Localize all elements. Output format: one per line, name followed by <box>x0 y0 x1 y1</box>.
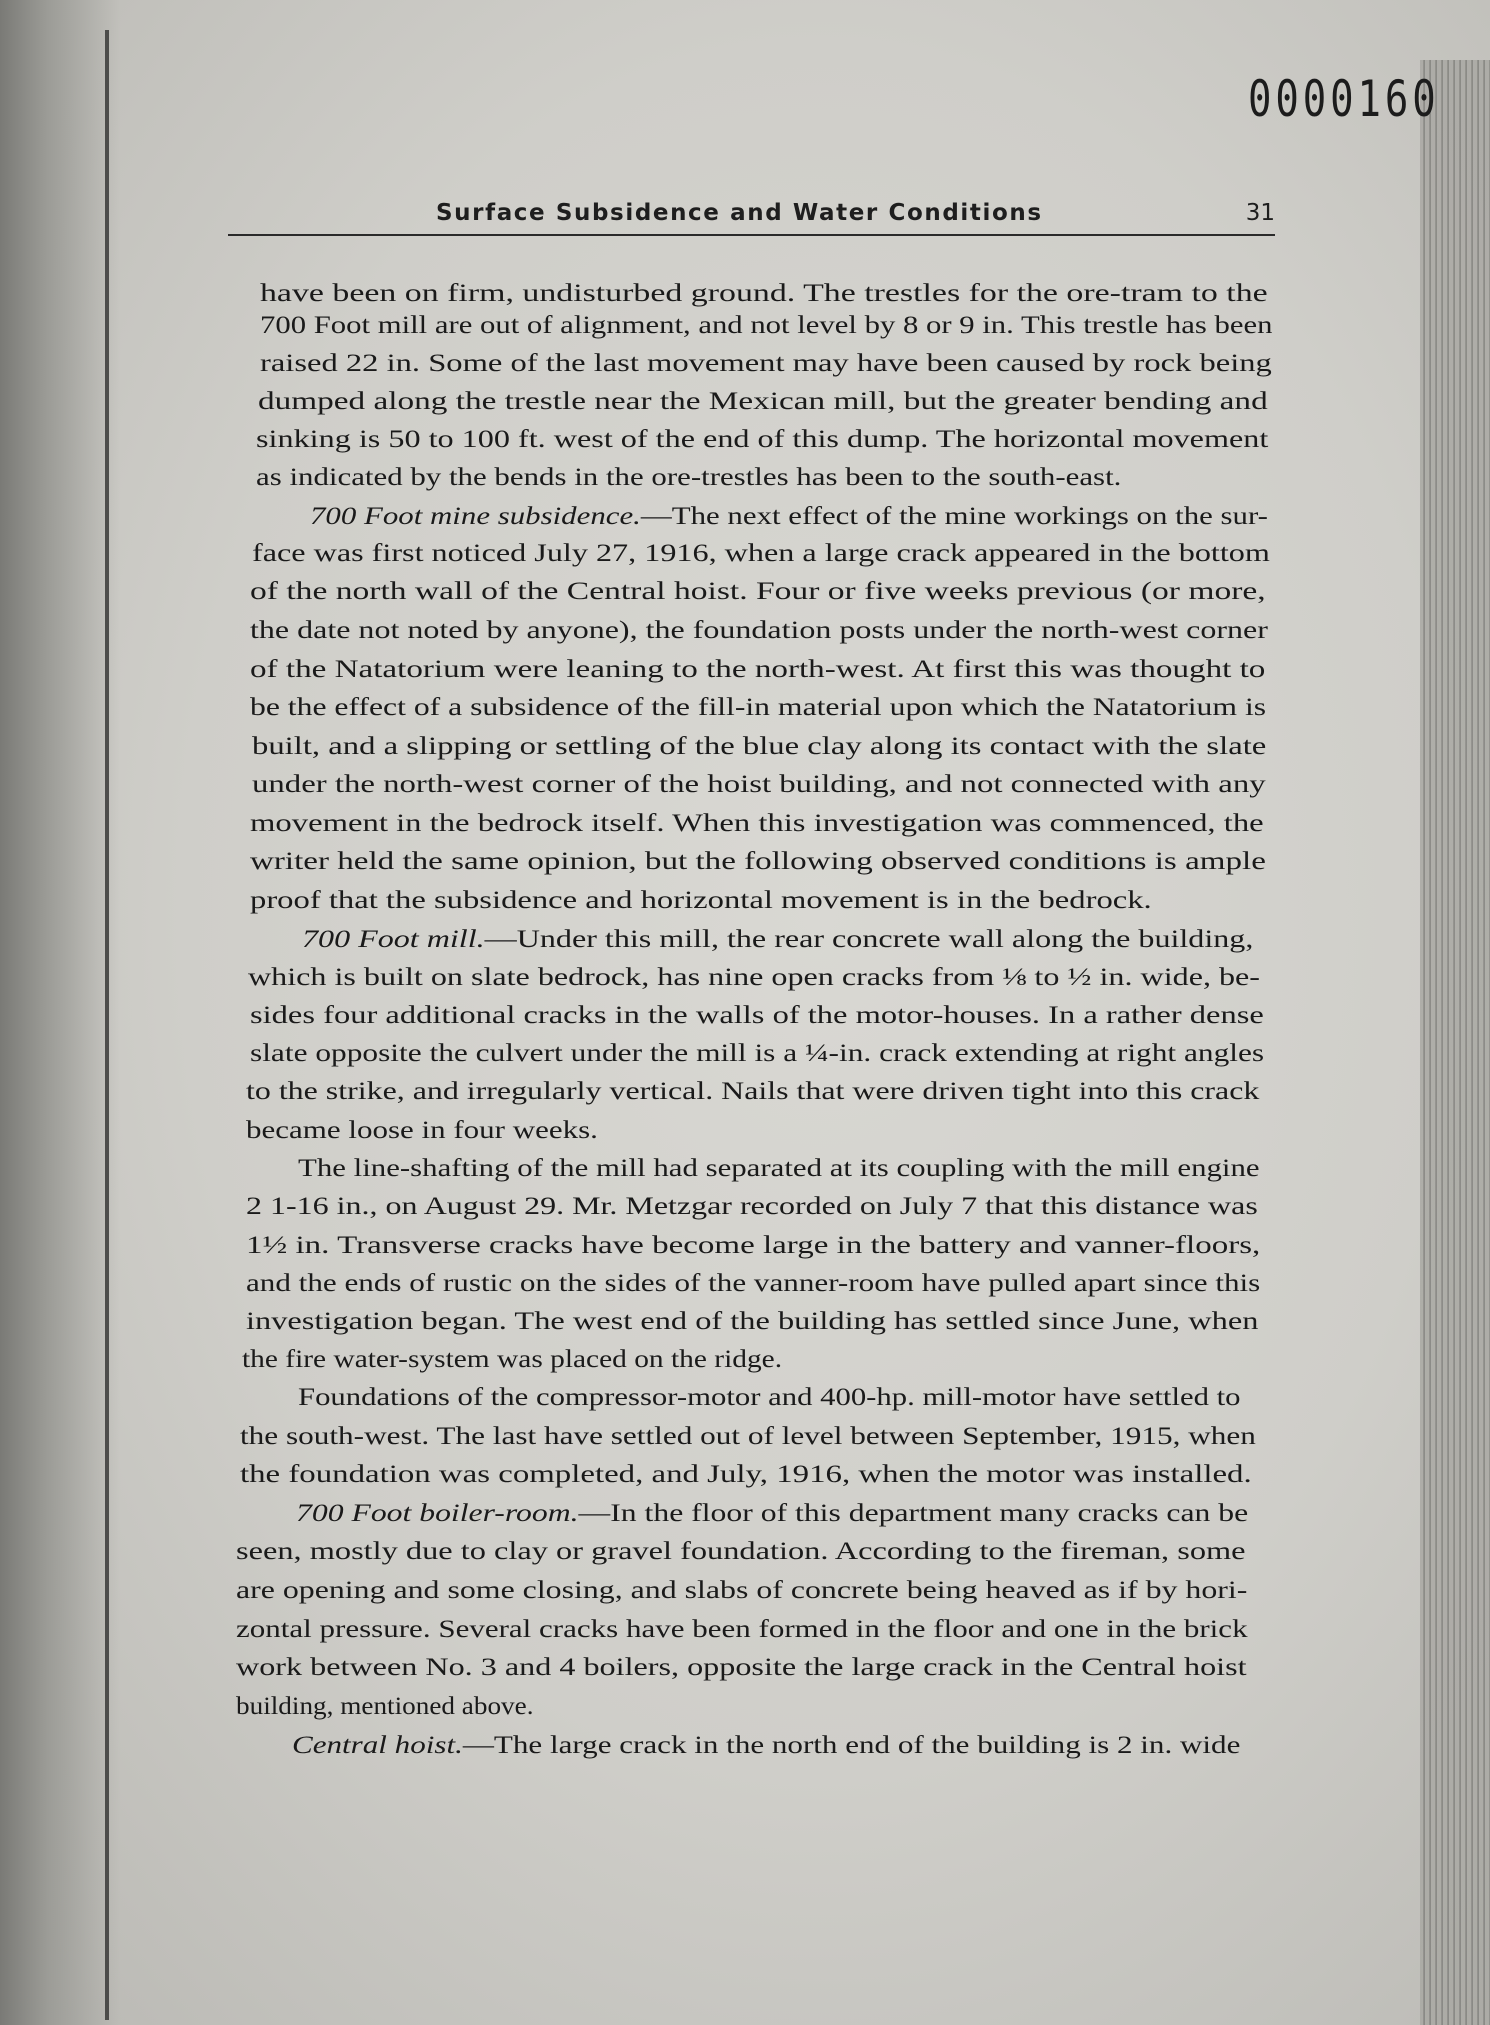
text-line: dumped along the trestle near the Mexican mill, but the greater bending and <box>258 388 1268 415</box>
text-line: seen, mostly due to clay or gravel foundation. According to the fireman, some <box>236 1538 1246 1565</box>
text-line: under the north-west corner of the hoist building, and not connected with any <box>252 771 1266 798</box>
text-line <box>296 1500 1248 1528</box>
text-line: zontal pressure. Several cracks have been formed in the floor and one in the brick <box>236 1616 1248 1643</box>
text-line: investigation began. The west end of the building has settled since June, when <box>246 1308 1259 1335</box>
text-line: slate opposite the culvert under the mill is a ¼-in. crack extending at right angles <box>250 1040 1265 1067</box>
text-line: proof that the subsidence and horizontal movement is in the bedrock. <box>250 887 1152 914</box>
stacked-page-edges <box>1420 60 1490 2025</box>
text-line: work between No. 3 and 4 boilers, opposite the large crack in the Central hoist <box>236 1654 1247 1681</box>
line-text: —In the floor of this department many cracks can be <box>578 1500 1249 1527</box>
text-line: which is built on slate bedrock, has nine open cracks from ⅛ to ½ in. wide, be- <box>248 964 1261 991</box>
text-line: have been on firm, undisturbed ground. The trestles for the ore-tram to the <box>260 280 1268 307</box>
text-line: 2 1-16 in., on August 29. Mr. Metzgar recorded on July 7 that this distance was <box>246 1193 1258 1220</box>
page-number: 31 <box>1245 200 1275 226</box>
text-line: raised 22 in. Some of the last movement may have been caused by rock being <box>260 350 1272 377</box>
paragraph-heading: 700 Foot boiler-room. <box>296 1500 579 1527</box>
text-line <box>292 1732 1240 1760</box>
text-line: became loose in four weeks. <box>246 1117 598 1144</box>
text-line: the fire water-system was placed on the ridge. <box>242 1346 783 1373</box>
text-line: Foundations of the compressor-motor and 400-hp. mill-motor have settled to <box>298 1384 1241 1411</box>
text-line: writer held the same opinion, but the following observed conditions is ample <box>250 848 1266 875</box>
text-line: of the Natatorium were leaning to the north-west. At first this was thought to <box>250 656 1266 683</box>
text-line: of the north wall of the Central hoist. Four or five weeks previous (or more, <box>250 578 1266 605</box>
text-line: be the effect of a subsidence of the fill-in material upon which the Natatorium is <box>250 694 1267 721</box>
line-text: —Under this mill, the rear concrete wall along the building, <box>484 926 1254 953</box>
text-line: as indicated by the bends in the ore-trestles has been to the south-east. <box>256 464 1122 491</box>
text-line: The line-shafting of the mill had separated at its coupling with the mill engine <box>298 1155 1260 1182</box>
header-rule <box>228 234 1275 236</box>
text-line: the date not noted by anyone), the foundation posts under the north-west corner <box>250 617 1268 644</box>
binding-shadow <box>0 0 120 2025</box>
text-line: built, and a slipping or settling of the blue clay along its contact with the slate <box>252 733 1267 760</box>
running-header <box>228 198 1275 238</box>
text-line: 1½ in. Transverse cracks have become large in the battery and vanner-floors, <box>246 1232 1261 1259</box>
running-header-title: Surface Subsidence and Water Conditions <box>436 200 1043 226</box>
line-text: —The large crack in the north end of the building is 2 in. wide <box>462 1732 1241 1759</box>
text-line: sinking is 50 to 100 ft. west of the end of this dump. The horizontal movement <box>256 426 1269 453</box>
paragraph-heading: 700 Foot mill. <box>302 926 485 953</box>
text-line <box>310 503 1268 531</box>
line-text: —The next effect of the mine workings on the sur- <box>640 503 1268 530</box>
text-line: to the strike, and irregularly vertical. Nails that were driven tight into this crack <box>246 1078 1260 1105</box>
text-line: building, mentioned above. <box>236 1693 534 1720</box>
document-stamp-number: 0000160 <box>1248 70 1440 128</box>
text-line <box>302 926 1253 954</box>
paragraph-heading: Central hoist. <box>292 1732 463 1759</box>
text-line: the south-west. The last have settled out of level between September, 1915, when <box>240 1423 1256 1450</box>
text-line: the foundation was completed, and July, 1916, when the motor was installed. <box>240 1461 1252 1488</box>
text-line: movement in the bedrock itself. When this investigation was commenced, the <box>250 810 1264 837</box>
text-line: are opening and some closing, and slabs of concrete being heaved as if by hori- <box>236 1577 1248 1604</box>
binding-edge <box>105 30 109 2020</box>
paragraph-heading: 700 Foot mine subsidence. <box>310 503 641 530</box>
text-line: 700 Foot mill are out of alignment, and not level by 8 or 9 in. This trestle has been <box>260 312 1273 339</box>
text-line: sides four additional cracks in the walls of the motor-houses. In a rather dense <box>250 1002 1264 1029</box>
text-line: and the ends of rustic on the sides of the vanner-room have pulled apart since this <box>246 1270 1261 1297</box>
text-line: face was first noticed July 27, 1916, when a large crack appeared in the bottom <box>252 540 1270 567</box>
